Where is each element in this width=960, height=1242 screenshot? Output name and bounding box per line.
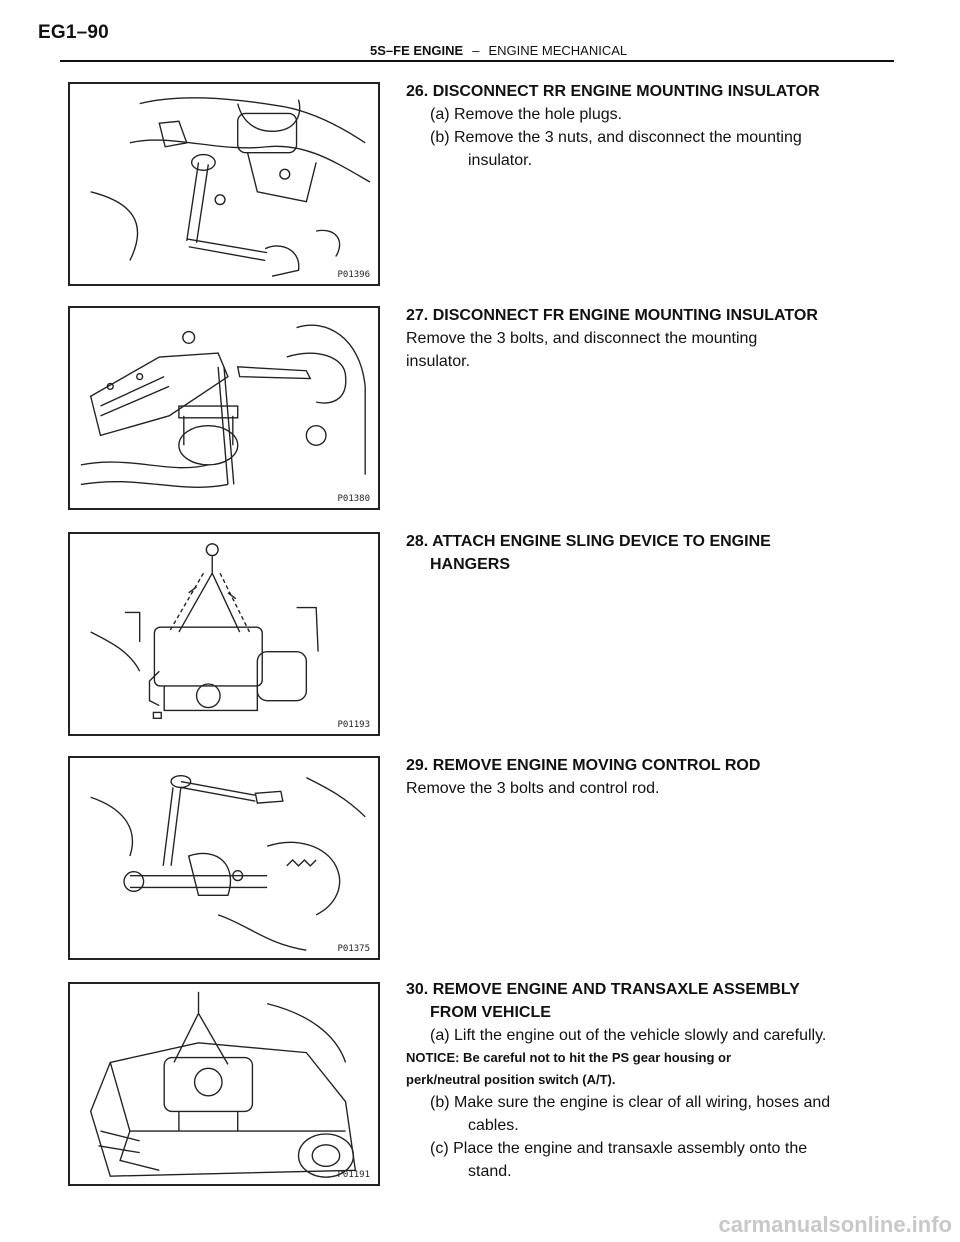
step-26-title: 26. DISCONNECT RR ENGINE MOUNTING INSULATOR xyxy=(406,83,820,100)
illustration-control-rod xyxy=(70,758,378,958)
step-30-title xyxy=(406,978,886,1024)
section-name: 5S–FE ENGINE xyxy=(370,43,464,58)
figure-fr-mounting xyxy=(68,306,380,510)
step-29-line1: Remove the 3 bolts and control rod. xyxy=(406,780,660,797)
figure-rr-mounting xyxy=(68,82,380,286)
step-26-b-line2: insulator. xyxy=(468,152,533,169)
figure-code: P01191 xyxy=(337,1170,370,1180)
step-28 xyxy=(406,530,886,576)
step-30-c-line1: (c) Place the engine and transaxle assembly onto the xyxy=(430,1140,808,1157)
step-30-b-line1: (b) Make sure the engine is clear of all wiring, hoses and xyxy=(430,1094,831,1111)
step-30-notice xyxy=(406,1047,886,1091)
step-30-b-line2: cables. xyxy=(468,1117,519,1134)
step-30-title-line2: FROM VEHICLE xyxy=(430,1004,551,1021)
step-28-title-line2: HANGERS xyxy=(430,556,511,573)
watermark: carmanualsonline.info xyxy=(718,1212,952,1237)
step-29 xyxy=(406,754,886,800)
illustration-fr-mounting xyxy=(70,308,378,508)
step-30 xyxy=(406,978,886,1183)
step-30-b xyxy=(406,1091,886,1137)
section-heading xyxy=(370,43,627,58)
figure-remove-engine xyxy=(68,982,380,1186)
header-rule xyxy=(60,60,894,62)
illustration-rr-mounting xyxy=(70,84,378,284)
step-29-title: 29. REMOVE ENGINE MOVING CONTROL ROD xyxy=(406,757,761,774)
step-28-title-line1: 28. ATTACH ENGINE SLING DEVICE TO ENGINE xyxy=(406,533,771,550)
step-26 xyxy=(406,80,886,172)
step-30-c xyxy=(406,1137,886,1183)
illustration-remove-engine xyxy=(70,984,378,1184)
figure-code: P01193 xyxy=(337,720,370,730)
chapter-name: ENGINE MECHANICAL xyxy=(488,43,628,58)
illustration-sling-device xyxy=(70,534,378,734)
step-27-title: 27. DISCONNECT FR ENGINE MOUNTING INSULATOR xyxy=(406,307,818,324)
step-27-line1: Remove the 3 bolts, and disconnect the mounting xyxy=(406,330,758,347)
figure-sling-device xyxy=(68,532,380,736)
step-26-b xyxy=(406,126,886,172)
step-30-c-line2: stand. xyxy=(468,1163,512,1180)
page-code: EG1–90 xyxy=(38,22,109,43)
step-27-line2: insulator. xyxy=(406,353,471,370)
figure-code: P01375 xyxy=(337,944,370,954)
figure-control-rod xyxy=(68,756,380,960)
step-28-title xyxy=(406,530,886,576)
step-26-a: (a) Remove the hole plugs. xyxy=(430,106,623,123)
step-30-notice-line2: perk/neutral position switch (A/T). xyxy=(406,1072,616,1087)
step-30-a: (a) Lift the engine out of the vehicle slowly and carefully. xyxy=(430,1027,827,1044)
step-30-notice-line1: NOTICE: Be careful not to hit the PS gear housing or xyxy=(406,1050,732,1065)
figure-code: P01396 xyxy=(337,270,370,280)
step-30-title-line1: 30. REMOVE ENGINE AND TRANSAXLE ASSEMBLY xyxy=(406,981,800,998)
step-27 xyxy=(406,304,886,373)
step-26-b-line1: (b) Remove the 3 nuts, and disconnect the mounting xyxy=(430,129,802,146)
header-separator: – xyxy=(472,43,480,58)
figure-code: P01380 xyxy=(337,494,370,504)
